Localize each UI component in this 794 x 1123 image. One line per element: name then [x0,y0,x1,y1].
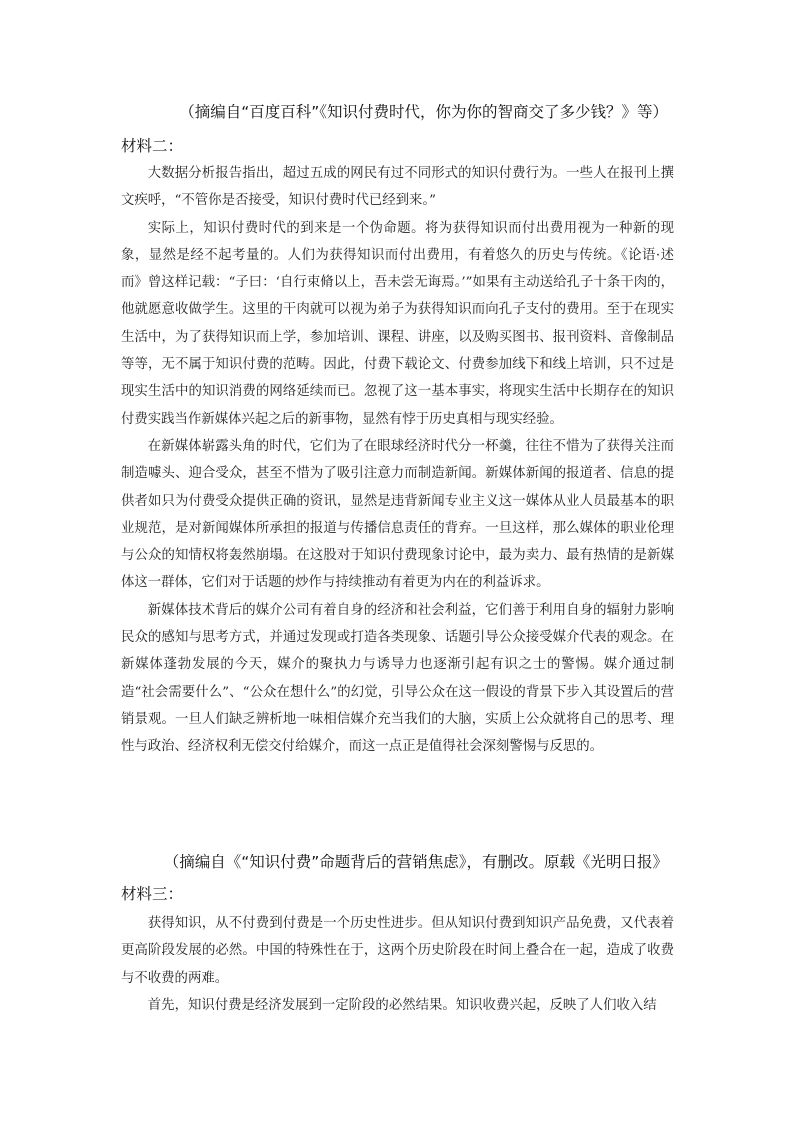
material-2-paragraph-3: 在新媒体崭露头角的时代，它们为了在眼球经济时代分一杯羹，往往不惜为了获得关注而制造噱头、迎合受众，甚至不惜为了吸引注意力而制造新闻。新媒体新闻的报道者、信息的提供者如只为付费受众提供正确的资讯，显然是违背新闻专业主义这一媒体从业人员最基本的职业规范，是对新闻媒体所承担的报道与传播信息责任的背弃。一旦这样，那么媒体的职业伦理与公众的知情权将轰然崩塌。在这股对于知识付费现象讨论中，最为卖力、最有热情的是新媒体这一群体，它们对于话题的炒作与持续推动有着更为内在的利益诉求。 [121,438,674,591]
material-3-body [121,910,674,1019]
material-2-paragraph-2: 实际上，知识付费时代的到来是一个伪命题。将为获得知识而付出费用视为一种新的现象，显然是经不起考量的。人们为获得知识而付出费用，有着悠久的历史与传统。《论语·述而》曾这样记载：“子曰：‘自行束脩以上，吾未尝无诲焉。’”如果有主动送给孔子十条干肉的，他就愿意收做学生。这里的干肉就可以视为弟子为获得知识而向孔子支付的费用。至于在现实生活中，为了获得知识而上学，参加培训、课程、讲座，以及购买图书、报刊资料、音像制品等等，无不属于知识付费的范畴。因此，付费下载论文、付费参加线下和线上培训，只不过是现实生活中的知识消费的网络延续而已。忽视了这一基本事实，将现实生活中长期存在的知识付费实践当作新媒体兴起之后的新事物，显然有悖于历史真相与现实经验。 [121,220,674,427]
material-2-paragraph-1: 大数据分析报告指出，超过五成的网民有过不同形式的知识付费行为。一些人在报刊上撰文疾呼，“不管你是否接受，知识付费时代已经到来。” [121,166,674,209]
source-citation-2: （摘编自《“知识付费”命题背后的营销焦虑》，有删改。原载《光明日报》 [163,853,668,871]
material-3-paragraph-1: 获得知识，从不付费到付费是一个历史性进步。但从知识付费到知识产品免费，又代表着更高阶段发展的必然。中国的特殊性在于，这两个历史阶段在时间上叠合在一起，造成了收费与不收费的两难。 [121,916,674,986]
material-2-paragraph-4: 新媒体技术背后的媒介公司有着自身的经济和社会利益，它们善于利用自身的辐射力影响民众的感知与思考方式，并通过发现或打造各类现象、话题引导公众接受媒介代表的观念。在新媒体蓬勃发展的今天，媒介的聚执力与诱导力也逐渐引起有识之士的警惕。媒介通过制造“社会需要什么”、“公众在想什么”的幻觉，引导公众在这一假设的背景下步入其设置后的营销景观。一旦人们缺乏辨析地一味相信媒介充当我们的大脑，实质上公众就将自己的思考、理性与政治、经济权利无偿交付给媒介，而这一点正是值得社会深刻警惕与反思的。 [121,602,674,755]
material-2-heading: 材料二： [121,137,184,155]
material-2-body [121,160,674,761]
material-3-paragraph-2: 首先，知识付费是经济发展到一定阶段的必然结果。知识收费兴起，反映了人们收入结 [147,997,657,1013]
material-3-heading: 材料三： [121,885,184,903]
source-citation-1: （摘编自“百度百科”《知识付费时代，你为你的智商交了多少钱？》等） [179,103,668,121]
